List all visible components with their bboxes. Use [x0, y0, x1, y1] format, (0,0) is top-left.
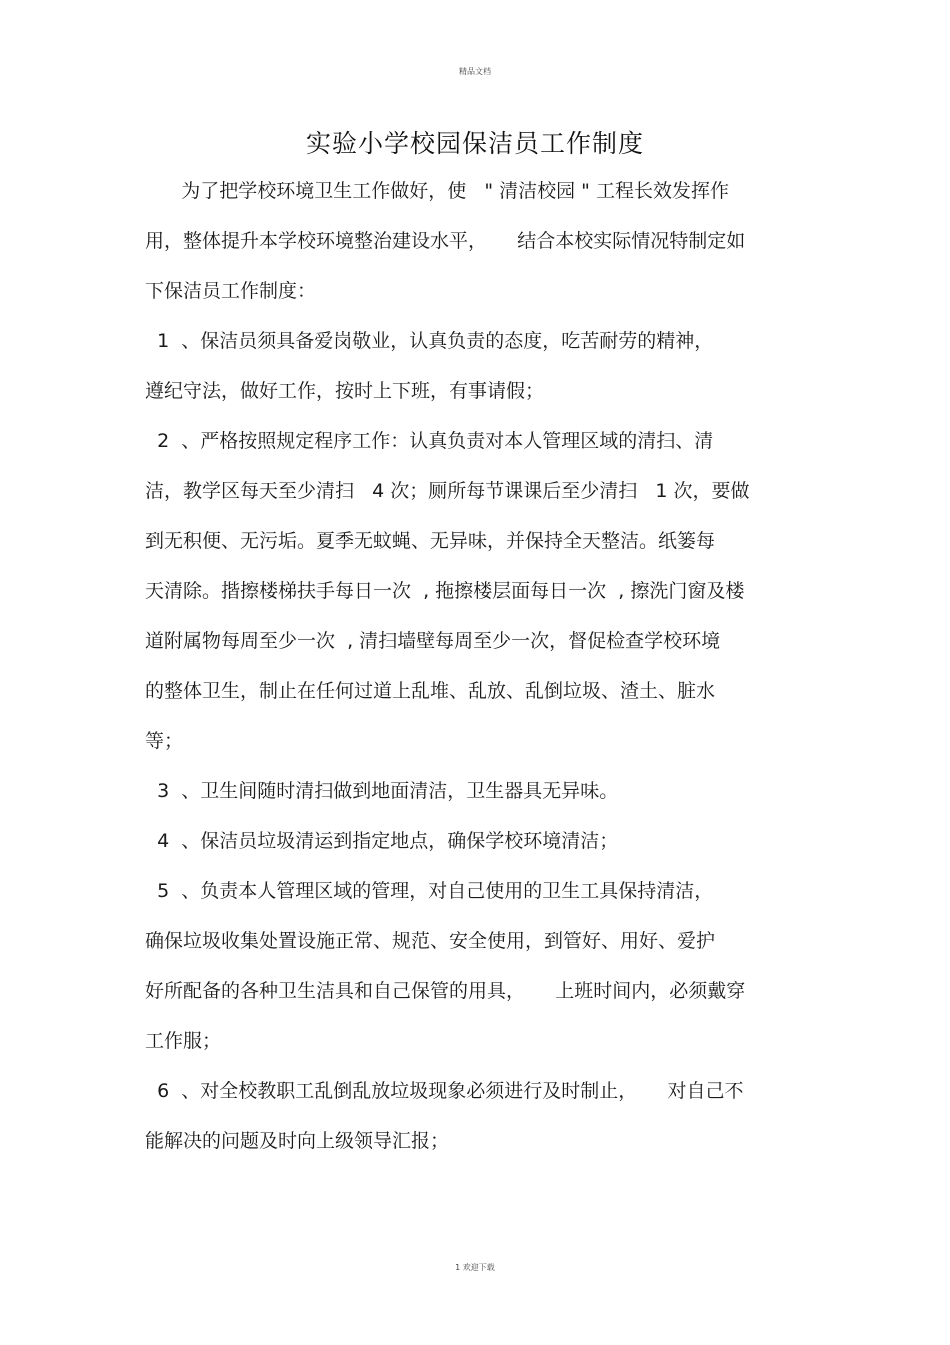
body-line: 4 、保洁员垃圾清运到指定地点，确保学校环境清洁； [145, 830, 619, 852]
body-line: 5 、负责本人管理区域的管理，对自己使用的卫生工具保持清洁， [145, 880, 714, 902]
body-line: 等； [145, 730, 184, 752]
body-line: 能解决的问题及时向上级领导汇报； [145, 1130, 450, 1152]
body-line: 为了把学校环境卫生工作做好，使 " 清洁校园 " 工程长效发挥作 [145, 180, 729, 202]
body-line: 1 、保洁员须具备爱岗敬业，认真负责的态度，吃苦耐劳的精神， [145, 330, 714, 352]
body-line: 天清除。揩擦楼梯扶手每日一次 , 拖擦楼层面每日一次 , 擦洗门窗及楼 [145, 580, 745, 602]
document-title: 实验小学校园保洁员工作制度 [305, 129, 644, 158]
footer-note: 1 欢迎下载 [455, 1263, 495, 1272]
body-line: 工作服； [145, 1030, 222, 1052]
body-line: 用，整体提升本学校环境整治建设水平， 结合本校实际情况特制定如 [145, 230, 746, 252]
body-line: 到无积便、无污垢。夏季无蚊蝇、无异味，并保持全天整洁。纸篓每 [145, 530, 716, 552]
body-line: 道附属物每周至少一次 , 清扫墙壁每周至少一次，督促检查学校环境 [145, 630, 721, 652]
body-line: 洁，教学区每天至少清扫 4 次；厕所每节课课后至少清扫 1 次，要做 [145, 480, 750, 502]
body-line: 3 、卫生间随时清扫做到地面清洁，卫生器具无异味。 [145, 780, 619, 802]
body-line: 的整体卫生，制止在任何过道上乱堆、乱放、乱倒垃圾、渣土、脏水 [145, 680, 716, 702]
body-line: 好所配备的各种卫生洁具和自己保管的用具， 上班时间内，必须戴穿 [145, 980, 746, 1002]
body-line: 6 、对全校教职工乱倒乱放垃圾现象必须进行及时制止， 对自己不 [145, 1080, 744, 1102]
body-line: 遵纪守法，做好工作，按时上下班，有事请假； [145, 380, 545, 402]
header-note: 精品文档 [459, 67, 491, 76]
body-line: 2 、严格按照规定程序工作：认真负责对本人管理区域的清扫、清 [145, 430, 714, 452]
body-line: 下保洁员工作制度： [145, 280, 317, 302]
body-line: 确保垃圾收集处置设施正常、规范、安全使用，到管好、用好、爱护 [145, 930, 716, 952]
